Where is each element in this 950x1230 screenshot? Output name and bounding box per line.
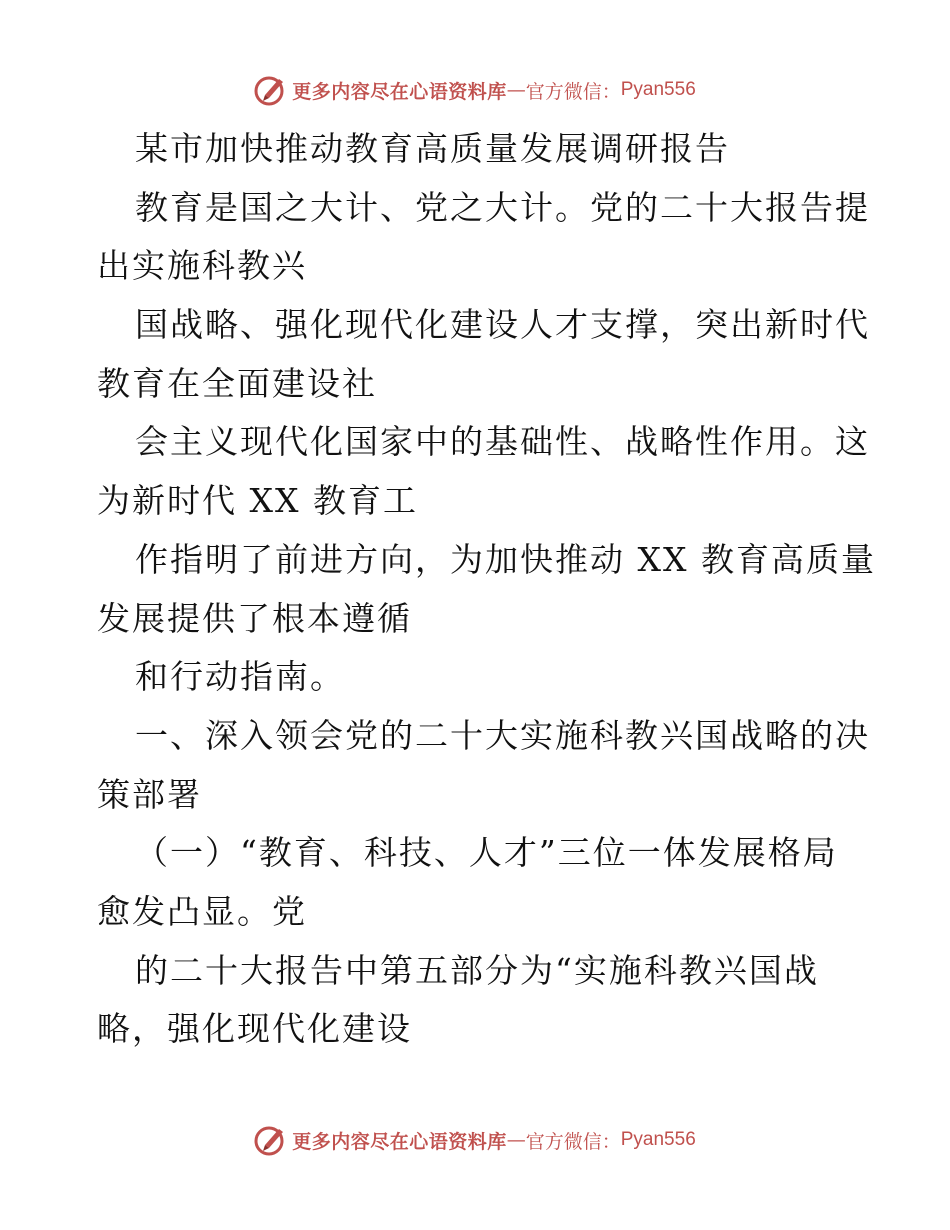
document-line: 愈发凸显。党: [97, 891, 307, 931]
pen-circle-logo-icon: [254, 1123, 288, 1157]
pen-circle-logo-icon: [254, 73, 288, 107]
document-line: 和行动指南。: [135, 657, 345, 697]
document-line: 一、深入领会党的二十大实施科教兴国战略的决: [135, 715, 870, 755]
document-line: 略，强化现代化建设: [97, 1009, 412, 1049]
watermark-wechat-id: Pyan556: [620, 1129, 696, 1150]
document-line: 教育在全面建设社: [97, 363, 377, 403]
footer-watermark: [0, 1120, 950, 1160]
document-line: 国战略、强化现代化建设人才支撑，突出新时代: [135, 305, 870, 345]
watermark-main-text: 更多内容尽在心语资料库: [292, 80, 507, 103]
document-line: 策部署: [97, 774, 202, 814]
watermark-main-text: 更多内容尽在心语资料库: [292, 1130, 507, 1153]
watermark-wechat-id: Pyan556: [620, 79, 696, 100]
watermark-separator: —: [506, 79, 526, 101]
watermark-separator: —: [506, 1129, 526, 1151]
document-body: [97, 120, 876, 1059]
document-line: 为新时代 XX 教育工: [97, 481, 418, 521]
document-line: （一）“教育、科技、人才”三位一体发展格局: [135, 833, 838, 873]
watermark-wechat-label: 官方微信：: [525, 1130, 621, 1153]
document-line: 某市加快推动教育高质量发展调研报告: [135, 129, 730, 168]
document-line: 教育是国之大计、党之大计。党的二十大报告提: [135, 187, 870, 227]
document-line: 会主义现代化国家中的基础性、战略性作用。这: [135, 422, 870, 462]
document-line: 的二十大报告中第五部分为“实施科教兴国战: [135, 950, 819, 990]
header-watermark: [0, 70, 950, 110]
document-line: 出实施科教兴: [97, 246, 307, 286]
watermark-wechat-label: 官方微信：: [525, 80, 621, 103]
document-line: 作指明了前进方向，为加快推动 XX 教育高质量: [135, 539, 876, 579]
document-line: 发展提供了根本遵循: [97, 598, 412, 638]
